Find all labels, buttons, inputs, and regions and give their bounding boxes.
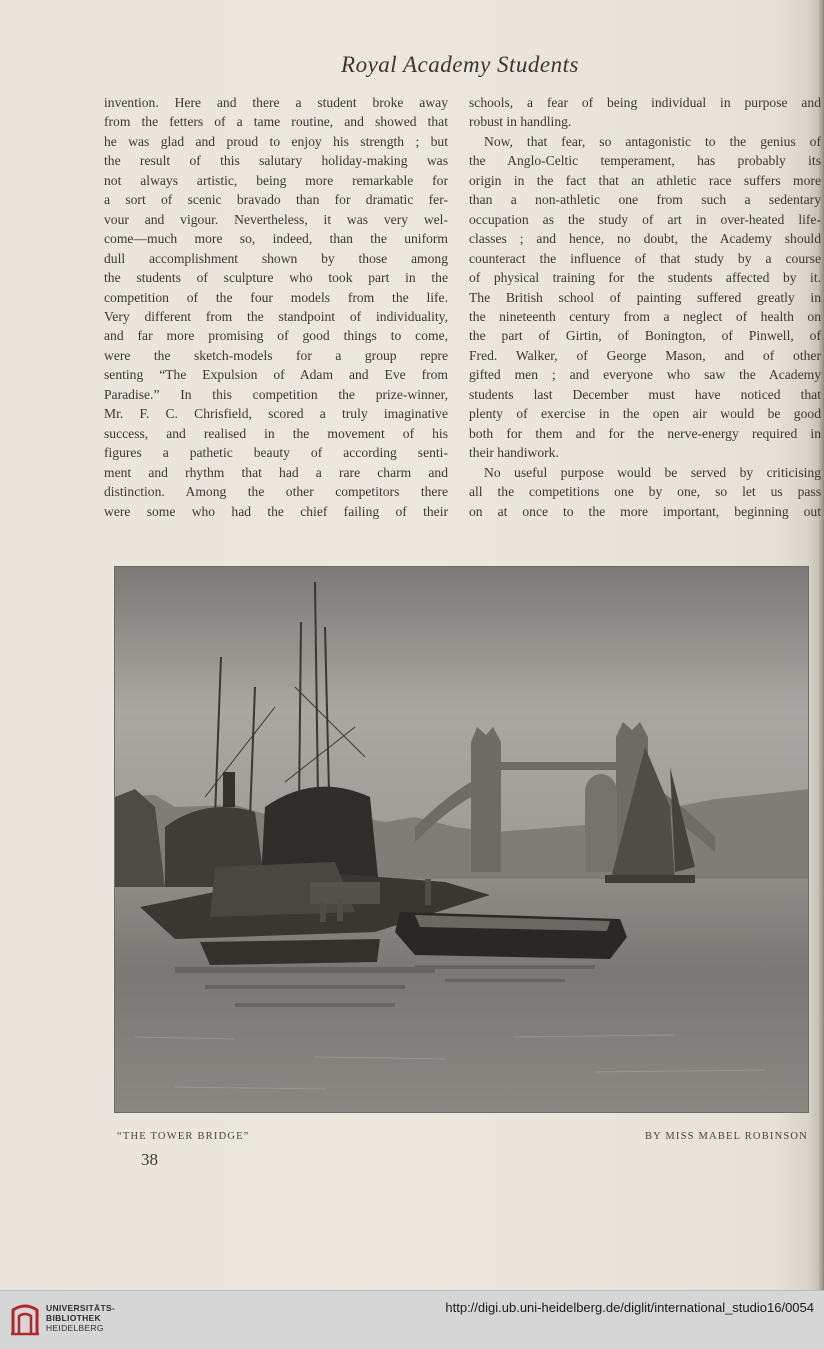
logo-line-1: UNIVERSITÄTS- <box>46 1303 116 1313</box>
text-line: Paradise.” In this competition the prize-winner, <box>104 386 448 402</box>
text-line: of physical training for the students affected by it. <box>469 270 821 286</box>
text-line: than a non-athletic one from such a sedentary <box>469 192 821 208</box>
library-footer <box>0 1290 824 1349</box>
text-line: both for them and for the nerve-energy required in <box>469 425 821 441</box>
text-line: Fred. Walker, of George Mason, and of other <box>469 347 821 363</box>
text-line: schools, a fear of being individual in purpose and <box>469 95 821 110</box>
text-line: origin in the fact that an athletic race suffers more <box>469 172 821 188</box>
text-line: invention. Here and there a student broke away <box>104 95 448 110</box>
text-line: ment and rhythm that had a rare charm and <box>104 464 448 480</box>
text-line: and far more promising of good things to come, <box>104 328 448 344</box>
text-line: the Anglo-Celtic temperament, has probably its <box>469 153 821 169</box>
right-text-column <box>469 93 821 521</box>
library-logo-icon[interactable] <box>9 1300 41 1338</box>
text-line: not always artistic, being more remarkable for <box>104 172 448 188</box>
text-line: distinction. Among the other competitors there <box>104 484 448 500</box>
text-line: success, and realised in the movement of his <box>104 425 448 441</box>
text-line: No useful purpose would be served by criticising <box>484 464 821 480</box>
text-line: from the fetters of a tame routine, and showed that <box>104 114 448 130</box>
text-line: come—much more so, indeed, than the uniform <box>104 231 448 247</box>
text-line: dull accomplishment shown by those among <box>104 250 448 266</box>
text-line: the nineteenth century from a neglect of health on <box>469 308 821 324</box>
text-line: classes ; and hence, no doubt, the Academy should <box>469 231 821 247</box>
tower-bridge-illustration <box>114 566 809 1113</box>
text-line: robust in handling. <box>469 114 572 130</box>
text-line: the students of sculpture who took part in the <box>104 270 448 286</box>
text-line: plenty of exercise in the open air would be good <box>469 406 821 422</box>
text-line: senting “The Expulsion of Adam and Eve from <box>104 367 448 383</box>
text-line: gifted men ; and everyone who saw the Academy <box>469 367 821 383</box>
text-line: on at once to the more important, beginning out <box>469 503 821 519</box>
text-line: a sort of scenic bravado than for dramatic fer- <box>104 192 448 208</box>
running-head: Royal Academy Students <box>341 52 579 77</box>
tower-bridge-painting <box>115 567 809 1113</box>
text-line: the result of this salutary holiday-making was <box>104 153 448 169</box>
text-line: all the competitions one by one, so let us pass <box>469 484 821 500</box>
text-line: the part of Girtin, of Bonington, of Pinwell, of <box>469 328 821 344</box>
plate-title: “THE TOWER BRIDGE” <box>117 1131 250 1142</box>
text-line: Mr. F. C. Chrisfield, scored a truly imaginative <box>104 406 448 422</box>
text-line: were some who had the chief failing of their <box>104 503 448 519</box>
left-text-column <box>104 93 448 521</box>
text-line: occupation as the study of art in over-heated life- <box>469 211 821 227</box>
library-logo-text <box>46 1303 115 1333</box>
text-line: students last December must have noticed that <box>469 386 821 402</box>
page-number: 38 <box>141 1150 158 1169</box>
text-line: The British school of painting suffered greatly in <box>469 289 821 305</box>
text-line: he was glad and proud to enjoy his strength ; but <box>104 133 448 149</box>
text-line: counteract the influence of that study by a course <box>469 250 821 266</box>
permalink-url[interactable]: http://digi.ub.uni-heidelberg.de/diglit/international_studio16/0054 <box>445 1300 814 1315</box>
text-line: figures a pathetic beauty of according senti- <box>104 445 448 461</box>
text-line: their handiwork. <box>469 445 559 461</box>
text-line: Very different from the standpoint of individuality, <box>104 308 448 324</box>
text-line: Now, that fear, so antagonistic to the genius of <box>484 133 821 149</box>
plate-credit: BY MISS MABEL ROBINSON <box>644 1131 808 1142</box>
text-line: vour and vigour. Nevertheless, it was very wel- <box>104 211 448 227</box>
text-line: competition of the four models from the life. <box>104 289 448 305</box>
logo-line-3: HEIDELBERG <box>46 1323 104 1333</box>
logo-line-2: BIBLIOTHEK <box>46 1313 101 1323</box>
text-line: were the sketch-models for a group repre <box>104 347 448 363</box>
